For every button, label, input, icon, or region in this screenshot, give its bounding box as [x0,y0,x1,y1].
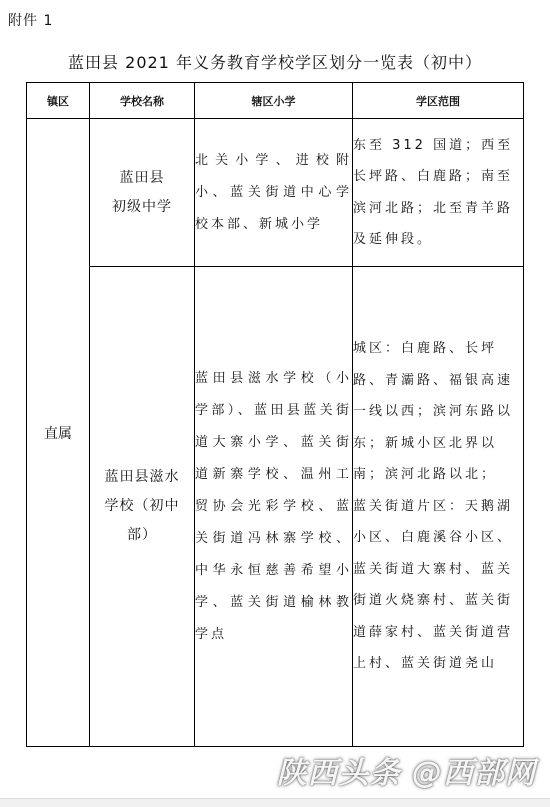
column-header: 辖区小学 [195,83,353,119]
district-cell: 直属 [27,119,90,747]
bottom-scrollbar[interactable] [0,798,550,807]
primary-schools-cell: 北关小学、进校附小、蓝关街道中心学校本部、新城小学 [195,119,353,267]
range-cell [353,267,524,747]
document-title: 蓝田县 2021 年义务教育学校学区划分一览表（初中） [68,53,482,72]
column-header: 学校名称 [90,83,195,119]
table-header-row [27,83,524,119]
school-district-table [26,82,524,747]
range-cell: 东至 312 国道；西至长坪路、白鹿路；南至滨河北路；北至青羊路及延伸段。 [353,119,524,267]
table-row [27,119,524,267]
range-paragraph: 城区：白鹿路、长坪路、青灞路、福银高速一线以西；滨河东路以东；新城小区北界以南；滨河北路以北； [353,341,514,483]
column-header: 学区范围 [353,83,524,119]
watermark: 陕西头条 @西部网 [276,756,536,791]
school-name-cell: 蓝田县滋水 学校（初中 部） [90,267,195,747]
column-header: 镇区 [27,83,90,119]
attachment-label: 附件 1 [8,13,54,29]
table-row [27,267,524,747]
school-name-cell: 蓝田县 初级中学 [90,119,195,267]
range-paragraph: 蓝关街道片区：天鹅湖小区、白鹿溪谷小区、蓝关街道大寨村、蓝关街道火烧寨村、蓝关街道薛家村、蓝关街道营上村、蓝关街道尧山 [353,498,514,672]
primary-schools-cell: 蓝田县滋水学校（小学部）、蓝田县蓝关街道大寨小学、蓝关街道新寨学校、温州工贸协会光彩学校、蓝关街道冯林寨学校、中华永恒慈善希望小学、蓝关街道榆林教学点 [195,267,353,747]
